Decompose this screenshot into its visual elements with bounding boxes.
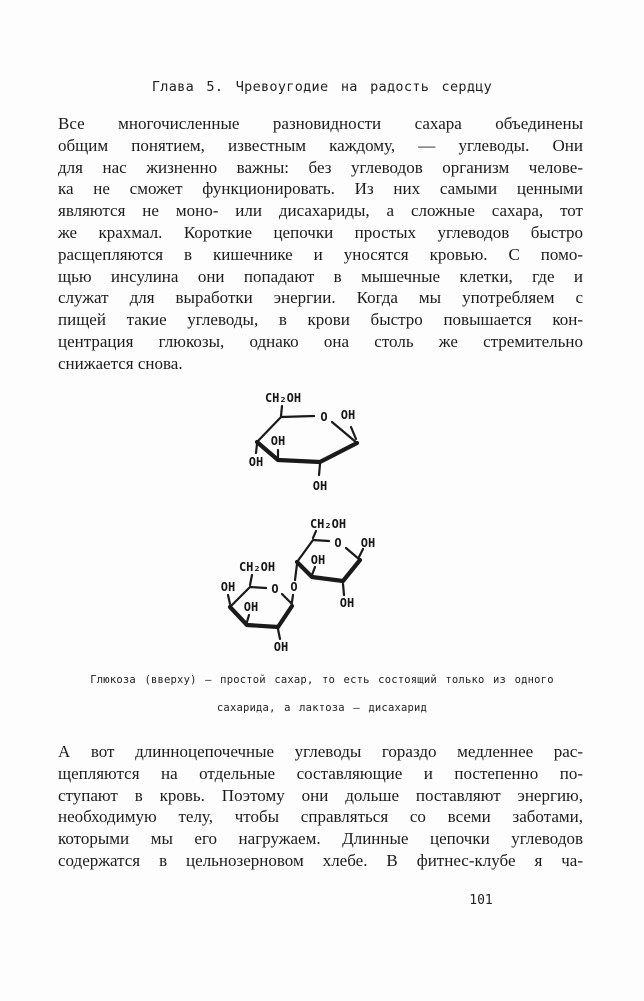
- oh-label: OH: [243, 600, 259, 614]
- oh-label: OH: [270, 434, 286, 448]
- glycosidic-oxygen-label: O: [290, 580, 298, 594]
- text-line: же крахмал. Короткие цепочки простых углеводов быстро: [58, 222, 583, 242]
- caption-line-2: сахарида, а лактоза — дисахарид: [216, 701, 428, 714]
- text-line: которыми мы его нагружаем. Длинные цепочки углеводов: [58, 829, 583, 849]
- text-line: снижается снова.: [58, 353, 183, 373]
- text-line: пищей такие углеводы, в крови быстро повышается кон-: [58, 310, 583, 330]
- figure-caption: [42, 667, 602, 722]
- oh-label: OH: [310, 553, 326, 567]
- text-line: общим понятием, известным каждому, — углеводы. Они: [58, 135, 583, 155]
- ring-oxygen-label: O: [271, 582, 279, 596]
- ring-oxygen-label: O: [320, 410, 328, 424]
- ch2oh-label: CH₂OH: [238, 560, 276, 574]
- page-number: 101: [469, 893, 493, 908]
- text-line: Все многочисленные разновидности сахара объединены: [58, 114, 583, 133]
- oh-label: OH: [248, 455, 264, 469]
- text-line: центрация глюкозы, однако она столь же стремительно: [58, 331, 583, 351]
- ch2oh-label: CH₂OH: [309, 517, 347, 531]
- lactose-atom-labels: [221, 517, 375, 654]
- paragraph-carbohydrates-intro: [58, 113, 583, 375]
- text-line: расщепляются в кишечнике и уносятся кровью. С помо-: [58, 244, 583, 264]
- text-line: содержатся в цельнозерновом хлебе. В фитнес-клубе я ча-: [58, 850, 583, 870]
- oh-label: OH: [360, 536, 376, 550]
- lactose-right-ring-front-bonds: [297, 560, 360, 581]
- oh-label: OH: [312, 479, 328, 493]
- lactose-left-ring-bonds: [228, 575, 292, 639]
- glucose-atom-labels: [249, 391, 355, 493]
- text-line: необходимую телу, чтобы справляться со всеми заботами,: [58, 807, 583, 827]
- ch2oh-label: CH₂OH: [264, 391, 302, 405]
- text-line: щепляются на отдельные составляющие и постепенно по-: [58, 763, 583, 783]
- lactose-left-ring-front-bonds: [230, 606, 292, 627]
- text-line: щью инсулина они попадают в мышечные клетки, где и: [58, 266, 583, 286]
- lactose-structure-diagram: [206, 514, 386, 662]
- text-line: ка не сможет функционировать. Из них самыми ценными: [58, 179, 583, 199]
- oh-label: OH: [340, 408, 356, 422]
- caption-line-1: Глюкоза (вверху) — простой сахар, то есть состоящий только из одного: [90, 674, 554, 686]
- oh-label: OH: [273, 640, 289, 654]
- chapter-header: Глава 5. Чревоугодие на радость сердцу: [151, 79, 493, 95]
- text-line: служат для выработки энергии. Когда мы употребляем с: [58, 288, 583, 308]
- oh-label: OH: [339, 596, 355, 610]
- text-line: ступают в кровь. Поэтому они дольше поставляют энергию,: [58, 785, 583, 805]
- text-line: для нас жизненно важны: без углеводов организм челове-: [58, 157, 583, 177]
- paragraph-long-chain-carbs: [58, 741, 583, 872]
- glucose-structure-diagram: [238, 386, 370, 498]
- text-line: являются не моно- или дисахариды, а сложные сахара, тот: [58, 201, 583, 221]
- oh-label: OH: [220, 580, 236, 594]
- text-line: А вот длинноцепочечные углеводы гораздо медленнее рас-: [58, 742, 583, 761]
- ring-oxygen-label: O: [334, 536, 342, 550]
